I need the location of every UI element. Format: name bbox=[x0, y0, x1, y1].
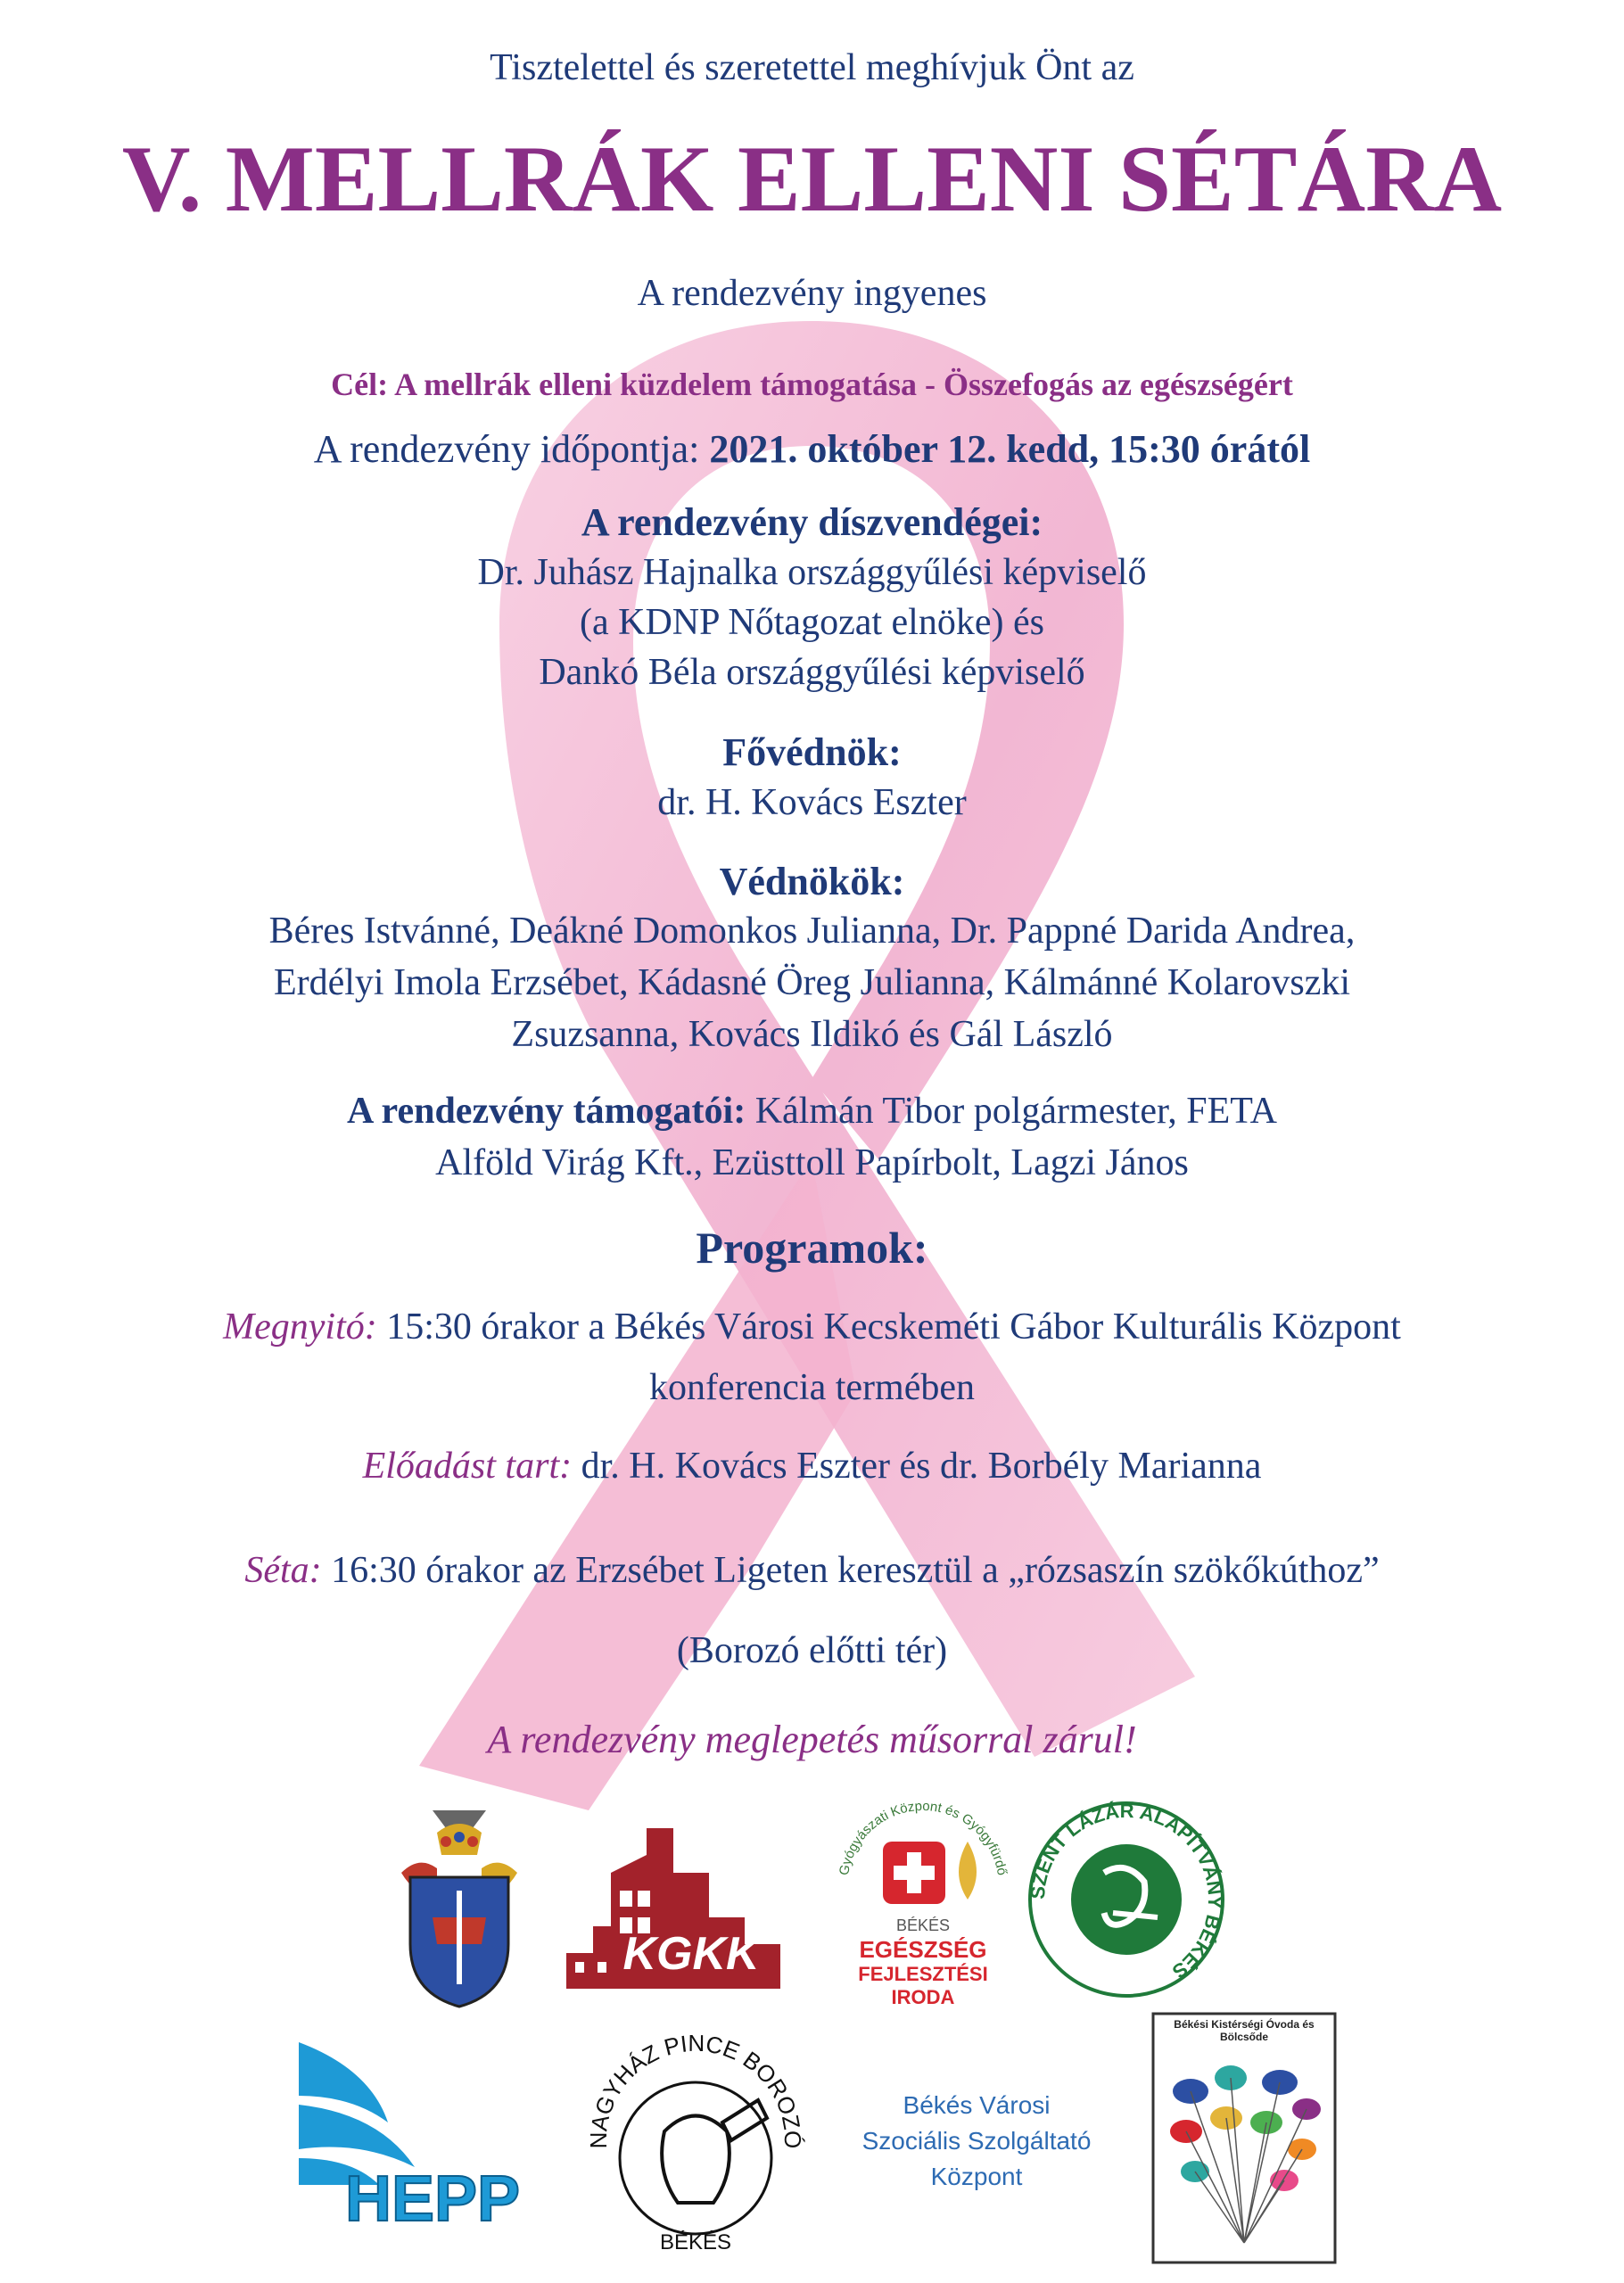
szent-lazar-text: SZENT LÁZÁR ALAPÍTVÁNY BÉKÉS bbox=[1026, 1799, 1227, 1983]
program-opening bbox=[0, 1306, 1624, 1348]
nagyhaz-text: NAGYHÁZ PINCE BOROZÓ bbox=[584, 2029, 807, 2149]
lecture-text: dr. H. Kovács Eszter és dr. Borbély Marianna bbox=[581, 1446, 1262, 1487]
patrons-line: Zsuzsanna, Kovács Ildikó és Gál László bbox=[511, 1014, 1113, 1055]
free-line: A rendezvény ingyenes bbox=[637, 273, 987, 314]
sponsors-text: Kálmán Tibor polgármester, FETA bbox=[754, 1091, 1277, 1132]
programs-heading: Programok: bbox=[696, 1223, 928, 1273]
social-line-3: Központ bbox=[930, 2163, 1023, 2190]
patrons-heading: Védnökök: bbox=[719, 860, 905, 903]
social-services-logo bbox=[829, 2078, 1124, 2203]
guest-line: Dankó Béla országgyűlési képviselő bbox=[539, 652, 1085, 693]
city-coat-of-arms-logo bbox=[383, 1793, 535, 2015]
patrons-line: Erdélyi Imola Erzsébet, Kádasné Öreg Julianna, Kálmánné Kolarovszki bbox=[273, 962, 1351, 1003]
guest-line: Dr. Juhász Hajnalka országgyűlési képviselő bbox=[477, 552, 1147, 593]
sponsors-heading: A rendezvény támogatói: bbox=[347, 1091, 746, 1132]
closing-line: A rendezvény meglepetés műsorral zárul! bbox=[487, 1718, 1137, 1761]
health-line-3: IRODA bbox=[891, 1986, 955, 2008]
svg-text:NAGYHÁZ PINCE BOROZÓ bbox=[585, 2030, 806, 2148]
sponsors-line-2: Alföld Virág Kft., Ezüsttoll Papírbolt, Lagzi János bbox=[435, 1142, 1189, 1183]
date-line bbox=[0, 426, 1624, 472]
patrons-line: Béres Istvánné, Deákné Domonkos Julianna, Dr. Pappné Darida Andrea, bbox=[268, 911, 1356, 952]
kindergarten-text: Békési Kistérségi Óvoda és Bölcsőde bbox=[1174, 2018, 1315, 2043]
date-value: 2021. október 12. kedd, 15:30 órától bbox=[709, 427, 1311, 471]
social-line-1: Békés Városi bbox=[903, 2091, 1051, 2119]
walk-text-2: (Borozó előtti tér) bbox=[676, 1630, 948, 1671]
opening-label: Megnyitó: bbox=[223, 1306, 377, 1348]
nagyhaz-city: BÉKÉS bbox=[659, 2230, 732, 2254]
page-title: V. MELLRÁK ELLENI SÉTÁRA bbox=[121, 127, 1503, 231]
kindergarten-logo bbox=[1150, 2011, 1338, 2265]
hepp-logo bbox=[299, 2042, 566, 2229]
health-line-1: EGÉSZSÉG bbox=[859, 1936, 987, 1963]
guests-heading: A rendezvény díszvendégei: bbox=[581, 500, 1043, 544]
lecture-label: Előadást tart: bbox=[362, 1446, 573, 1487]
hepp-text: HEPP bbox=[344, 2163, 521, 2229]
health-office-logo bbox=[820, 1788, 1026, 2011]
szent-lazar-foundation-logo bbox=[1024, 1797, 1229, 2002]
invite-line: Tisztelettel és szeretettel meghívjuk Önt az bbox=[490, 47, 1134, 88]
kgkk-logo bbox=[557, 1819, 789, 1998]
guest-line: (a KDNP Nőtagozat elnöke) és bbox=[580, 602, 1044, 643]
walk-text: 16:30 órakor az Erzsébet Ligeten keresztül a „rózsaszín szökőkúthoz” bbox=[331, 1550, 1380, 1591]
goal-line: Cél: A mellrák elleni küzdelem támogatása - Összefogás az egészségért bbox=[331, 367, 1293, 402]
kgkk-text: KGKK bbox=[622, 1928, 760, 1980]
health-arc-text: Gyógyászati Központ és Gyógyfürdő bbox=[836, 1798, 1010, 1877]
social-line-2: Szociális Szolgáltató bbox=[861, 2127, 1092, 2155]
date-label: A rendezvény időpontja: bbox=[313, 427, 700, 471]
health-line-2: FEJLESZTÉSI bbox=[858, 1963, 988, 1985]
program-walk bbox=[0, 1549, 1624, 1592]
nagyhaz-pince-borozo-logo bbox=[580, 2015, 812, 2256]
patron-heading: Fővédnök: bbox=[722, 730, 902, 774]
opening-text-2: konferencia termében bbox=[649, 1367, 975, 1408]
health-city: BÉKÉS bbox=[895, 1916, 951, 1934]
patron-name: dr. H. Kovács Eszter bbox=[657, 782, 967, 823]
sponsors-line bbox=[0, 1090, 1624, 1133]
opening-text: 15:30 órakor a Békés Városi Kecskeméti Gábor Kulturális Központ bbox=[386, 1306, 1401, 1348]
walk-label: Séta: bbox=[244, 1550, 322, 1591]
program-lecture bbox=[0, 1445, 1624, 1488]
